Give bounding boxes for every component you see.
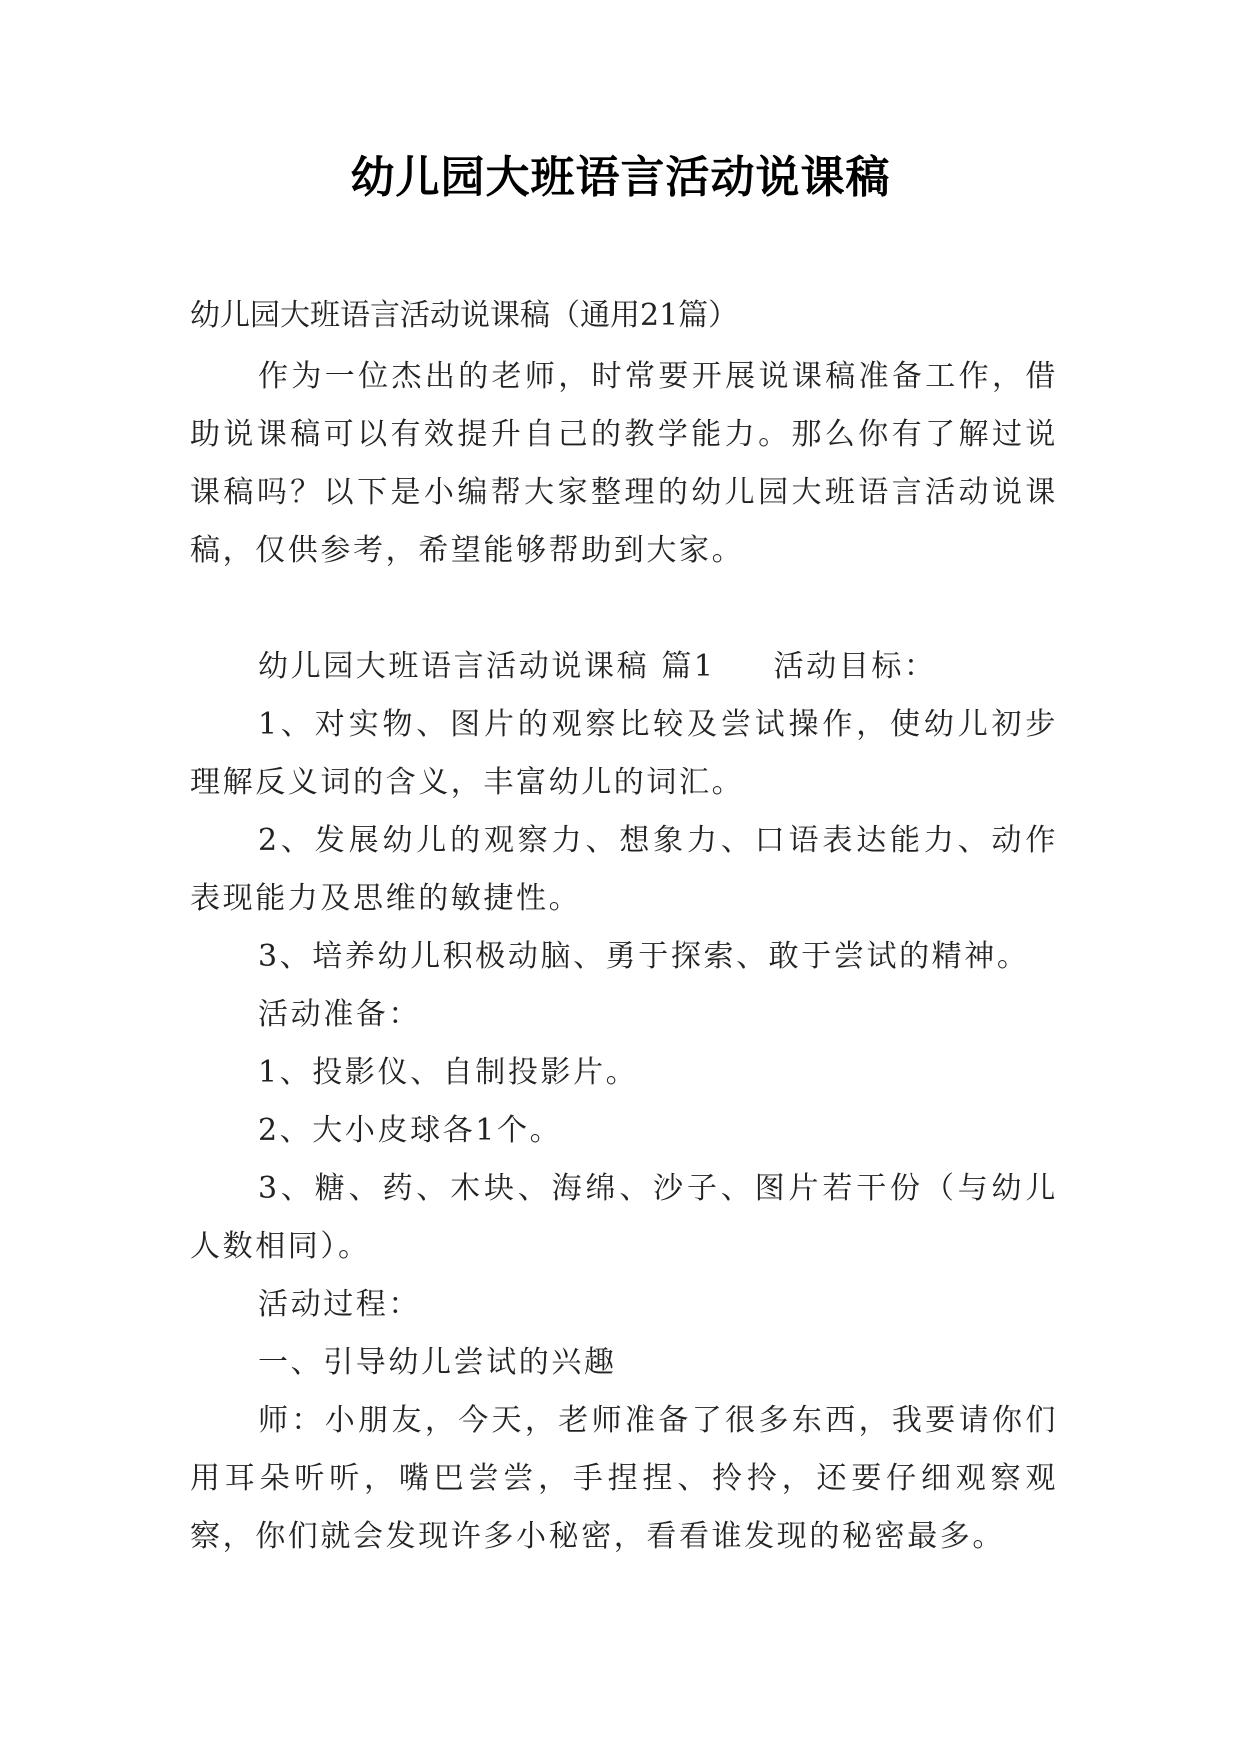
step1-heading: 一、引导幼儿尝试的兴趣 — [258, 1345, 617, 1380]
section-heading: 幼儿园大班语言活动说课稿 篇1 — [258, 649, 716, 684]
document-body — [190, 348, 1058, 1566]
prep-item: 2、大小皮球各1个。 — [258, 1113, 563, 1148]
prep-label: 活动准备： — [258, 997, 421, 1032]
goal-item: 3、培养幼儿积极动脑、勇于探索、敢于尝试的精神。 — [258, 939, 1030, 974]
process-label: 活动过程： — [258, 1287, 421, 1322]
goal-item: 1、对实物、图片的观察比较及尝试操作，使幼儿初步理解反义词的含义，丰富幼儿的词汇。 — [190, 707, 1058, 800]
step1-paragraph: 师：小朋友，今天，老师准备了很多东西，我要请你们用耳朵听听，嘴巴尝尝，手捏捏、拎拎，还要仔细观察观察，你们就会发现许多小秘密，看看谁发现的秘密最多。 — [190, 1403, 1058, 1554]
document-subtitle: 幼儿园大班语言活动说课稿（通用21篇） — [190, 298, 739, 333]
section-heading-line — [190, 638, 1058, 696]
goals-label: 活动目标： — [773, 649, 937, 684]
intro-paragraph: 作为一位杰出的老师，时常要开展说课稿准备工作，借助说课稿可以有效提升自己的教学能力。那么你有了解过说课稿吗？以下是小编帮大家整理的幼儿园大班语言活动说课稿，仅供参考，希望能够帮助到大家。 — [190, 359, 1058, 568]
prep-item: 3、糖、药、木块、海绵、沙子、图片若干份（与幼儿人数相同）。 — [190, 1171, 1058, 1264]
prep-item: 1、投影仪、自制投影片。 — [258, 1055, 639, 1090]
goal-item: 2、发展幼儿的观察力、想象力、口语表达能力、动作表现能力及思维的敏捷性。 — [190, 823, 1058, 916]
document-title: 幼儿园大班语言活动说课稿 — [350, 152, 891, 203]
